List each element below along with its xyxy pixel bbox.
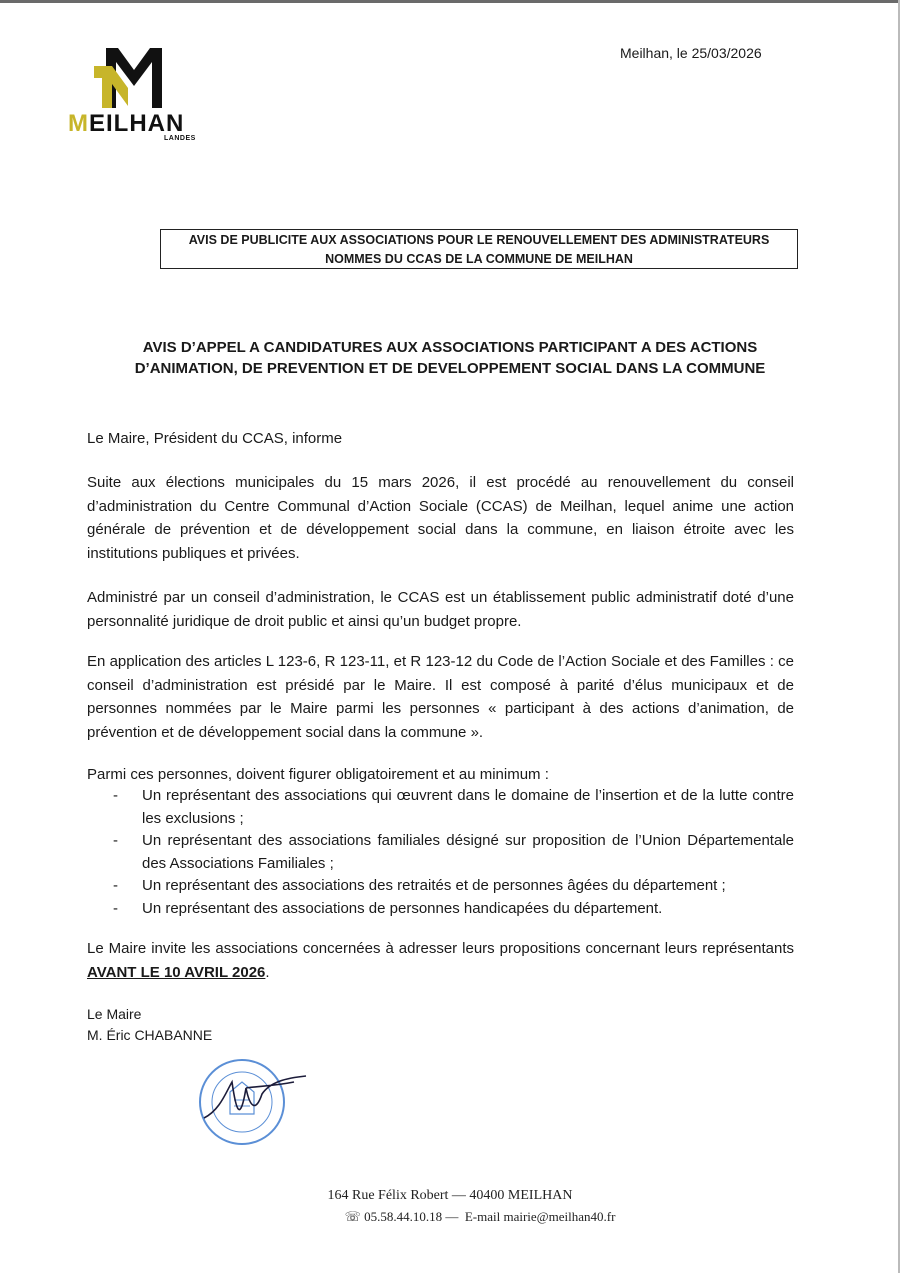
list-intro: Parmi ces personnes, doivent figurer obligatoirement et au minimum : <box>87 766 549 783</box>
list-item <box>113 785 794 830</box>
main-title <box>0 337 900 379</box>
list-dash: - <box>113 832 118 850</box>
closing-end: . <box>265 963 270 981</box>
footer-address: 164 Rue Félix Robert — 40400 MEILHAN <box>327 1188 573 1203</box>
signature-block <box>87 1004 212 1046</box>
main-title-line-1: AVIS D’APPEL A CANDIDATURES AUX ASSOCIATIONS PARTICIPANT A DES ACTIONS <box>142 339 758 356</box>
closing-text: Le Maire invite les associations concernées à adresser leurs propositions concernant leurs représentants <box>87 940 794 957</box>
signature-role: Le Maire <box>87 1006 142 1022</box>
logo-subtitle: LANDES <box>164 135 196 142</box>
list-item-text: Un représentant des associations de personnes handicapées du département. <box>142 899 663 917</box>
footer-contact <box>0 1206 900 1227</box>
list-item-text: Un représentant des associations familiales désigné sur proposition de l’Union Départementale des Associations Familiales ; <box>142 832 794 872</box>
list-item-text: Un représentant des associations des retraités et de personnes âgées du département ; <box>142 877 726 895</box>
date-line: Meilhan, le 25/03/2026 <box>620 45 762 61</box>
footer-separator: — <box>445 1209 459 1224</box>
footer-phone: 05.58.44.10.18 <box>364 1209 443 1224</box>
list-item <box>113 875 794 898</box>
closing-paragraph <box>87 937 794 984</box>
signature-name: M. Éric CHABANNE <box>87 1027 213 1043</box>
telephone-icon: ☏ <box>344 1209 361 1224</box>
notice-line-2: NOMMES DU CCAS DE LA COMMUNE DE MEILHAN <box>325 252 633 266</box>
paragraph-elections: Suite aux élections municipales du 15 mars 2026, il est procédé au renouvellement du conseil d’administration du Centre Communal d’Action Sociale (CCAS) de Meilhan, lequel anime une action générale de prévention et de développement social dans la commune, en liaison étroite avec les institutions publiques et privées. <box>87 474 794 562</box>
logo-mark-icon <box>66 44 176 116</box>
list-dash: - <box>113 787 118 804</box>
intro-line: Le Maire, Président du CCAS, informe <box>87 430 343 447</box>
deadline: AVANT LE 10 AVRIL 2026 <box>87 963 266 981</box>
footer-email[interactable]: mairie@meilhan40.fr <box>503 1209 616 1224</box>
main-title-line-2: D’ANIMATION, DE PREVENTION ET DE DEVELOPPEMENT SOCIAL DANS LA COMMUNE <box>134 360 766 377</box>
list-item-text: Un représentant des associations qui œuvrent dans le domaine de l’insertion et de la lutte contre les exclusions ; <box>142 787 794 827</box>
list-item <box>113 898 794 921</box>
footer-email-label: E-mail <box>464 1209 501 1224</box>
meilhan-logo <box>66 44 206 144</box>
list-dash: - <box>113 877 118 895</box>
list-item <box>113 830 794 875</box>
notice-box <box>160 229 798 269</box>
notice-line-1: AVIS DE PUBLICITE AUX ASSOCIATIONS POUR LE RENOUVELLEMENT DES ADMINISTRATEURS <box>188 233 770 247</box>
official-stamp <box>190 1052 310 1152</box>
scan-top-border <box>0 0 900 3</box>
footer <box>0 1185 900 1227</box>
paragraph-administration: Administré par un conseil d’administration, le CCAS est un établissement public administratif doté d’une personnalité juridique de droit public et ainsi qu’un budget propre. <box>87 589 794 630</box>
paragraph-legal-articles: En application des articles L 123-6, R 123-11, et R 123-12 du Code de l’Action Sociale et des Familles : ce conseil d’administration est présidé par le Maire. Il est composé à parité d’élus municipaux et de personnes nommées par le Maire parmi les personnes « participant à des actions d’animation, de prévention et de développement social dans la commune ». <box>87 653 794 741</box>
stamp-seal-icon <box>190 1052 310 1152</box>
representatives-list <box>113 785 794 921</box>
logo-wordmark: MEILHAN <box>68 110 185 137</box>
list-dash: - <box>113 899 118 917</box>
